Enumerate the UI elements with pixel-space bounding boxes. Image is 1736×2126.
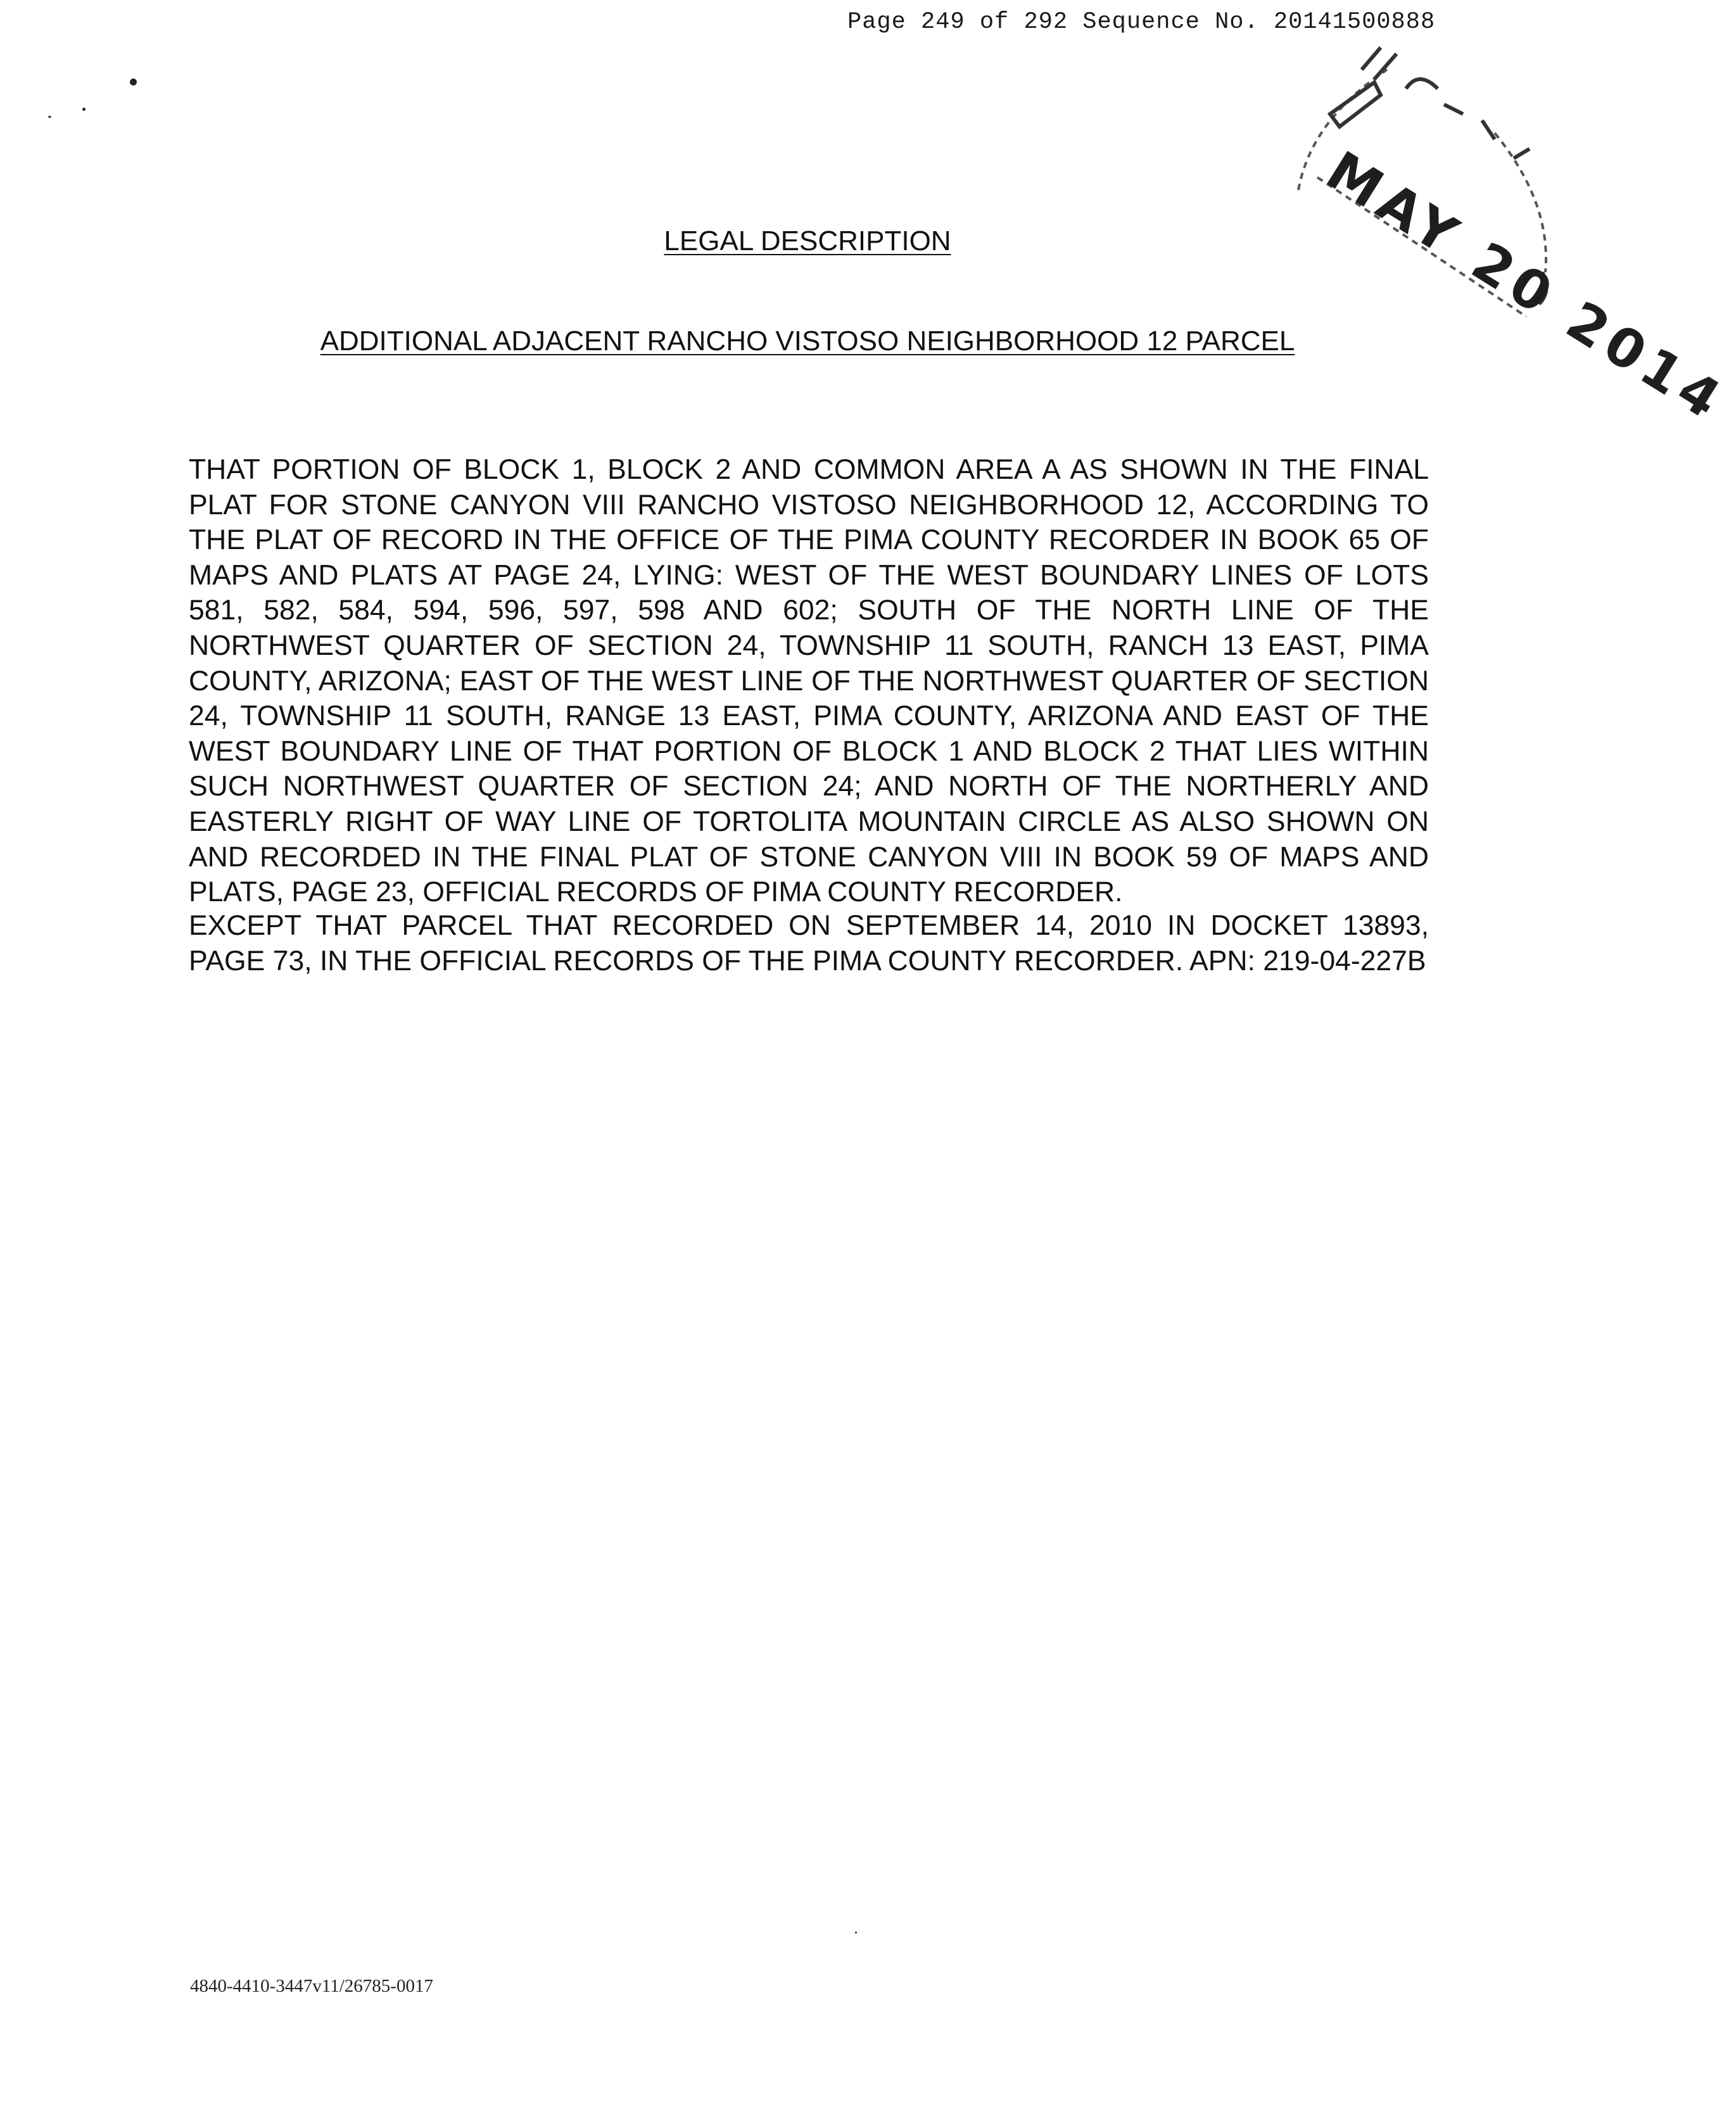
scan-speck	[130, 79, 137, 85]
document-subtitle: ADDITIONAL ADJACENT RANCHO VISTOSO NEIGHBORHOOD 12 PARCEL	[320, 326, 1295, 357]
scan-speck	[82, 108, 86, 111]
page-header-info: Page 249 of 292 Sequence No. 20141500888	[847, 9, 1436, 35]
exception-paragraph: EXCEPT THAT PARCEL THAT RECORDED ON SEPTEMBER 14, 2010 IN DOCKET 13893, PAGE 73, IN THE OFFICIAL RECORDS OF THE PIMA COUNTY RECORDER. APN: 219-04-227B	[189, 910, 1429, 977]
stamp-date: MAY 20 2014	[1316, 139, 1736, 434]
scan-speck	[855, 1932, 857, 1933]
document-title: LEGAL DESCRIPTION	[664, 225, 951, 256]
scan-speck	[48, 116, 51, 118]
received-stamp	[1286, 44, 1736, 434]
legal-description-paragraph: THAT PORTION OF BLOCK 1, BLOCK 2 AND COMMON AREA A AS SHOWN IN THE FINAL PLAT FOR STONE CANYON VIII RANCHO VISTOSO NEIGHBORHOOD 12, ACCORDING TO THE PLAT OF RECORD IN THE OFFICE OF THE PIMA COUNTY RECORDER IN BOOK 65 OF MAPS AND PLATS AT PAGE 24, LYING: WEST OF THE WEST BOUNDARY LINES OF LOTS 581, 582, 584, 594, 596, 597, 598 AND 602; SOUTH OF THE NORTH LINE OF THE NORTHWEST QUARTER OF SECTION 24, TOWNSHIP 11 SOUTH, RANCH 13 EAST, PIMA COUNTY, ARIZONA; EAST OF THE WEST LINE OF THE NORTHWEST QUARTER OF SECTION 24, TOWNSHIP 11 SOUTH, RANGE 13 EAST, PIMA COUNTY, ARIZONA AND EAST OF THE WEST BOUNDARY LINE OF THAT PORTION OF BLOCK 1 AND BLOCK 2 THAT LIES WITHIN SUCH NORTHWEST QUARTER OF SECTION 24; AND NORTH OF THE NORTHERLY AND EASTERLY RIGHT OF WAY LINE OF TORTOLITA MOUNTAIN CIRCLE AS ALSO SHOWN ON AND RECORDED IN THE FINAL PLAT OF STONE CANYON VIII IN BOOK 59 OF MAPS AND PLATS, PAGE 23, OFFICIAL RECORDS OF PIMA COUNTY RECORDER.	[189, 454, 1429, 908]
document-footer-code: 4840-4410-3447v11/26785-0017	[190, 1976, 433, 1996]
